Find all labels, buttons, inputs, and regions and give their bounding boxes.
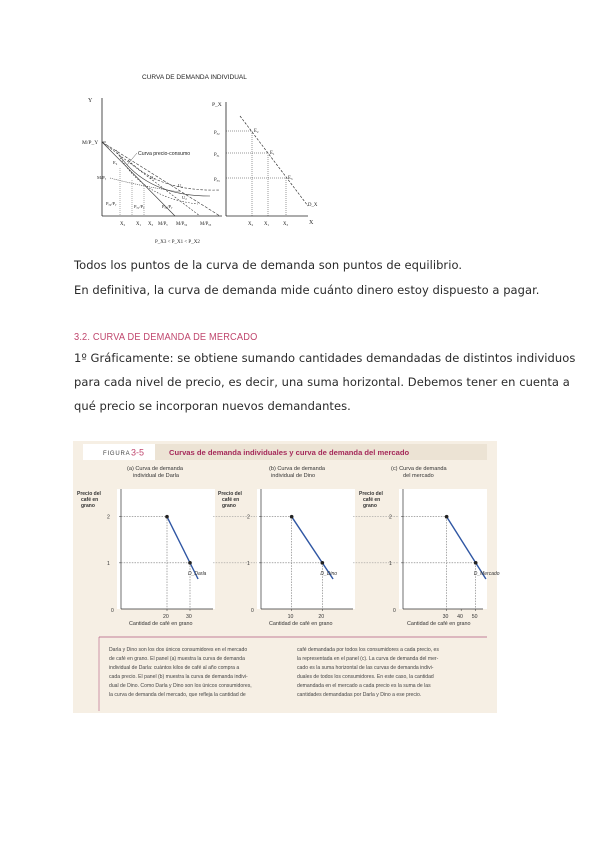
- svg-text:X₂: X₂: [248, 222, 254, 227]
- caption-right-5: cantidades demandadas por Darla y Dino a ese precio.: [297, 692, 422, 698]
- caption-right-4: demandada en el mercado a cada precio es la suma de las: [297, 683, 431, 689]
- caption-right-3: duales de todos los consumidores. En este caso, la cantidad: [297, 674, 434, 680]
- svg-text:Pₓ₂: Pₓ₂: [214, 131, 220, 136]
- figure-number: 3-5: [131, 447, 145, 458]
- ylabel-b-2: café en: [222, 497, 240, 503]
- panel-a-title-2: individual de Darla: [133, 473, 180, 479]
- svg-text:E₁: E₁: [270, 151, 275, 156]
- price-consumption-label: Curva precio-consumo: [138, 151, 191, 157]
- paragraph-willingness: En definitiva, la curva de demanda mide cuánto dinero estoy dispuesto a pagar.: [74, 283, 540, 297]
- paragraph-equilibrium: Todos los puntos de la curva de demanda son puntos de equilibrio.: [74, 258, 463, 272]
- paragraph-graphic-line3: qué precio se incorporan nuevos demandantes.: [74, 399, 351, 413]
- xlabel-a: Cantidad de café en grano: [129, 621, 193, 627]
- caption-left-3: cada precio. El panel (b) muestra la curva de demanda indivi-: [109, 674, 248, 680]
- origin-label-1: 0: [251, 608, 254, 614]
- svg-text:U₃: U₃: [150, 175, 155, 180]
- svg-text:E₂: E₂: [254, 129, 259, 134]
- figure-tag: FIGURA: [103, 451, 131, 457]
- origin-label-0: 0: [111, 608, 114, 614]
- right-x-axis-label: X: [309, 220, 314, 226]
- section-heading: 3.2. CURVA DE DEMANDA DE MERCADO: [74, 331, 258, 343]
- panel-c-title-2: del mercado: [403, 473, 434, 479]
- figure1-title: CURVA DE DEMANDA INDIVIDUAL: [142, 74, 247, 81]
- figure-title: Curvas de demanda individuales y curva de demanda del mercado: [169, 448, 410, 457]
- demand-curve-label-1: D_Dino: [320, 570, 338, 577]
- demand-point-2-0: [445, 515, 449, 519]
- svg-text:Pₓ₁: Pₓ₁: [214, 153, 220, 158]
- ylabel-b-1: Precio del: [218, 491, 242, 497]
- demand-curve-label-0: D_Darla: [188, 570, 207, 577]
- caption-right-1: la representada en el panel (c). La curva de demanda del mer-: [297, 656, 439, 662]
- paragraph-graphic-line1: 1º Gráficamente: se obtiene sumando cantidades demandadas de distintos individuos: [74, 351, 576, 365]
- ylabel-b-3: grano: [222, 503, 236, 509]
- y-tick-label-0-1: 2: [107, 514, 110, 521]
- ylabel-a-3: grano: [81, 503, 95, 509]
- svg-text:Pₓ₂/Pᵧ: Pₓ₂/Pᵧ: [106, 201, 117, 206]
- caption-right-0: café demandada por todos los consumidores a cada precio, es: [297, 647, 439, 653]
- svg-text:X₃: X₃: [148, 222, 154, 227]
- ylabel-c-2: café en: [363, 497, 381, 503]
- y-tick-label-1-1: 2: [247, 514, 250, 521]
- x-tick-label-2-2: 50: [471, 614, 478, 620]
- demand-point-1-1: [321, 561, 325, 565]
- x-tick-label-0-0: 20: [163, 614, 169, 620]
- demand-curve-label-2: D_Mercado: [473, 570, 500, 577]
- caption-left-4: dual de Dino. Como Darla y Dino son los únicos consumidores,: [109, 683, 252, 689]
- svg-text:M/Pᵧ: M/Pᵧ: [97, 175, 106, 180]
- demand-point-2-1: [474, 561, 478, 565]
- svg-text:M/Pₓ₂: M/Pₓ₂: [176, 222, 188, 227]
- ylabel-a-1: Precio del: [77, 491, 101, 497]
- y-tick-label-2-0: 1: [389, 560, 392, 567]
- price-order-note: P_X3 < P_X1 < P_X2: [155, 240, 200, 245]
- svg-text:X₁: X₁: [264, 222, 270, 227]
- x-tick-label-1-0: 10: [287, 614, 294, 620]
- svg-text:E₃: E₃: [288, 176, 293, 181]
- ylabel-a-2: café en: [81, 497, 99, 503]
- y-tick-label-0-0: 1: [107, 560, 110, 567]
- svg-text:X₂: X₂: [120, 222, 126, 227]
- right-y-axis-label: P_X: [212, 102, 222, 108]
- left-y-axis-label: Y: [88, 98, 93, 104]
- market-demand-figure: [73, 441, 500, 713]
- caption-left-0: Darla y Dino son los dos únicos consumidores en el mercado: [109, 647, 248, 653]
- x-tick-label-0-1: 30: [186, 614, 192, 620]
- paragraph-graphic-line2: para cada nivel de precio, es decir, una suma horizontal. Debemos tener en cuenta a: [74, 375, 570, 389]
- xlabel-b: Cantidad de café en grano: [269, 621, 333, 627]
- xlabel-c: Cantidad de café en grano: [407, 621, 471, 627]
- panel-a-title-1: (a) Curva de demanda: [127, 466, 183, 472]
- caption-left-2: individual de Darla: cuántos kilos de café al año compra a: [109, 665, 240, 671]
- svg-text:M/Pₓ: M/Pₓ: [158, 222, 168, 227]
- panel-c-title-1: (c) Curva de demanda: [391, 466, 447, 472]
- caption-left-5: la curva de demanda del mercado, que refleja la cantidad de: [109, 692, 246, 698]
- svg-text:X₃: X₃: [283, 222, 289, 227]
- y-tick-label-2-1: 2: [389, 514, 392, 521]
- ylabel-c-1: Precio del: [359, 491, 383, 497]
- svg-text:Pₓ₁/Pᵧ: Pₓ₁/Pᵧ: [134, 204, 145, 209]
- panel-b-title-1: (b) Curva de demanda: [269, 466, 325, 472]
- left-y-intercept: M/P_Y: [82, 140, 99, 146]
- svg-text:M/Pₓ₃: M/Pₓ₃: [200, 222, 212, 227]
- svg-text:U₂: U₂: [182, 195, 187, 200]
- caption-left-1: de café en grano. El panel (a) muestra la curva de demanda: [109, 656, 245, 662]
- panel-b-title-2: individual de Dino: [271, 473, 316, 479]
- svg-text:E₂: E₂: [113, 160, 118, 165]
- demand-point-0-0: [165, 515, 169, 519]
- x-tick-label-2-1: 40: [457, 614, 463, 620]
- demand-point-1-0: [290, 515, 294, 519]
- origin-label-2: 0: [393, 608, 396, 614]
- x-tick-label-1-1: 20: [318, 614, 325, 620]
- caption-right-2: cado es la suma horizontal de las curvas de demanda indivi-: [297, 665, 434, 671]
- x-tick-label-2-0: 30: [442, 614, 449, 620]
- individual-demand-diagram: [80, 68, 320, 248]
- y-tick-label-1-0: 1: [247, 560, 250, 567]
- svg-text:U₁: U₁: [178, 183, 183, 188]
- svg-text:Pₓ₃/Pᵧ: Pₓ₃/Pᵧ: [162, 204, 173, 209]
- ylabel-c-3: grano: [363, 503, 377, 509]
- right-curve-label: D_X: [308, 203, 318, 208]
- svg-text:X₁: X₁: [136, 222, 142, 227]
- svg-text:Pₓ₃: Pₓ₃: [214, 178, 220, 183]
- demand-point-0-1: [188, 561, 192, 565]
